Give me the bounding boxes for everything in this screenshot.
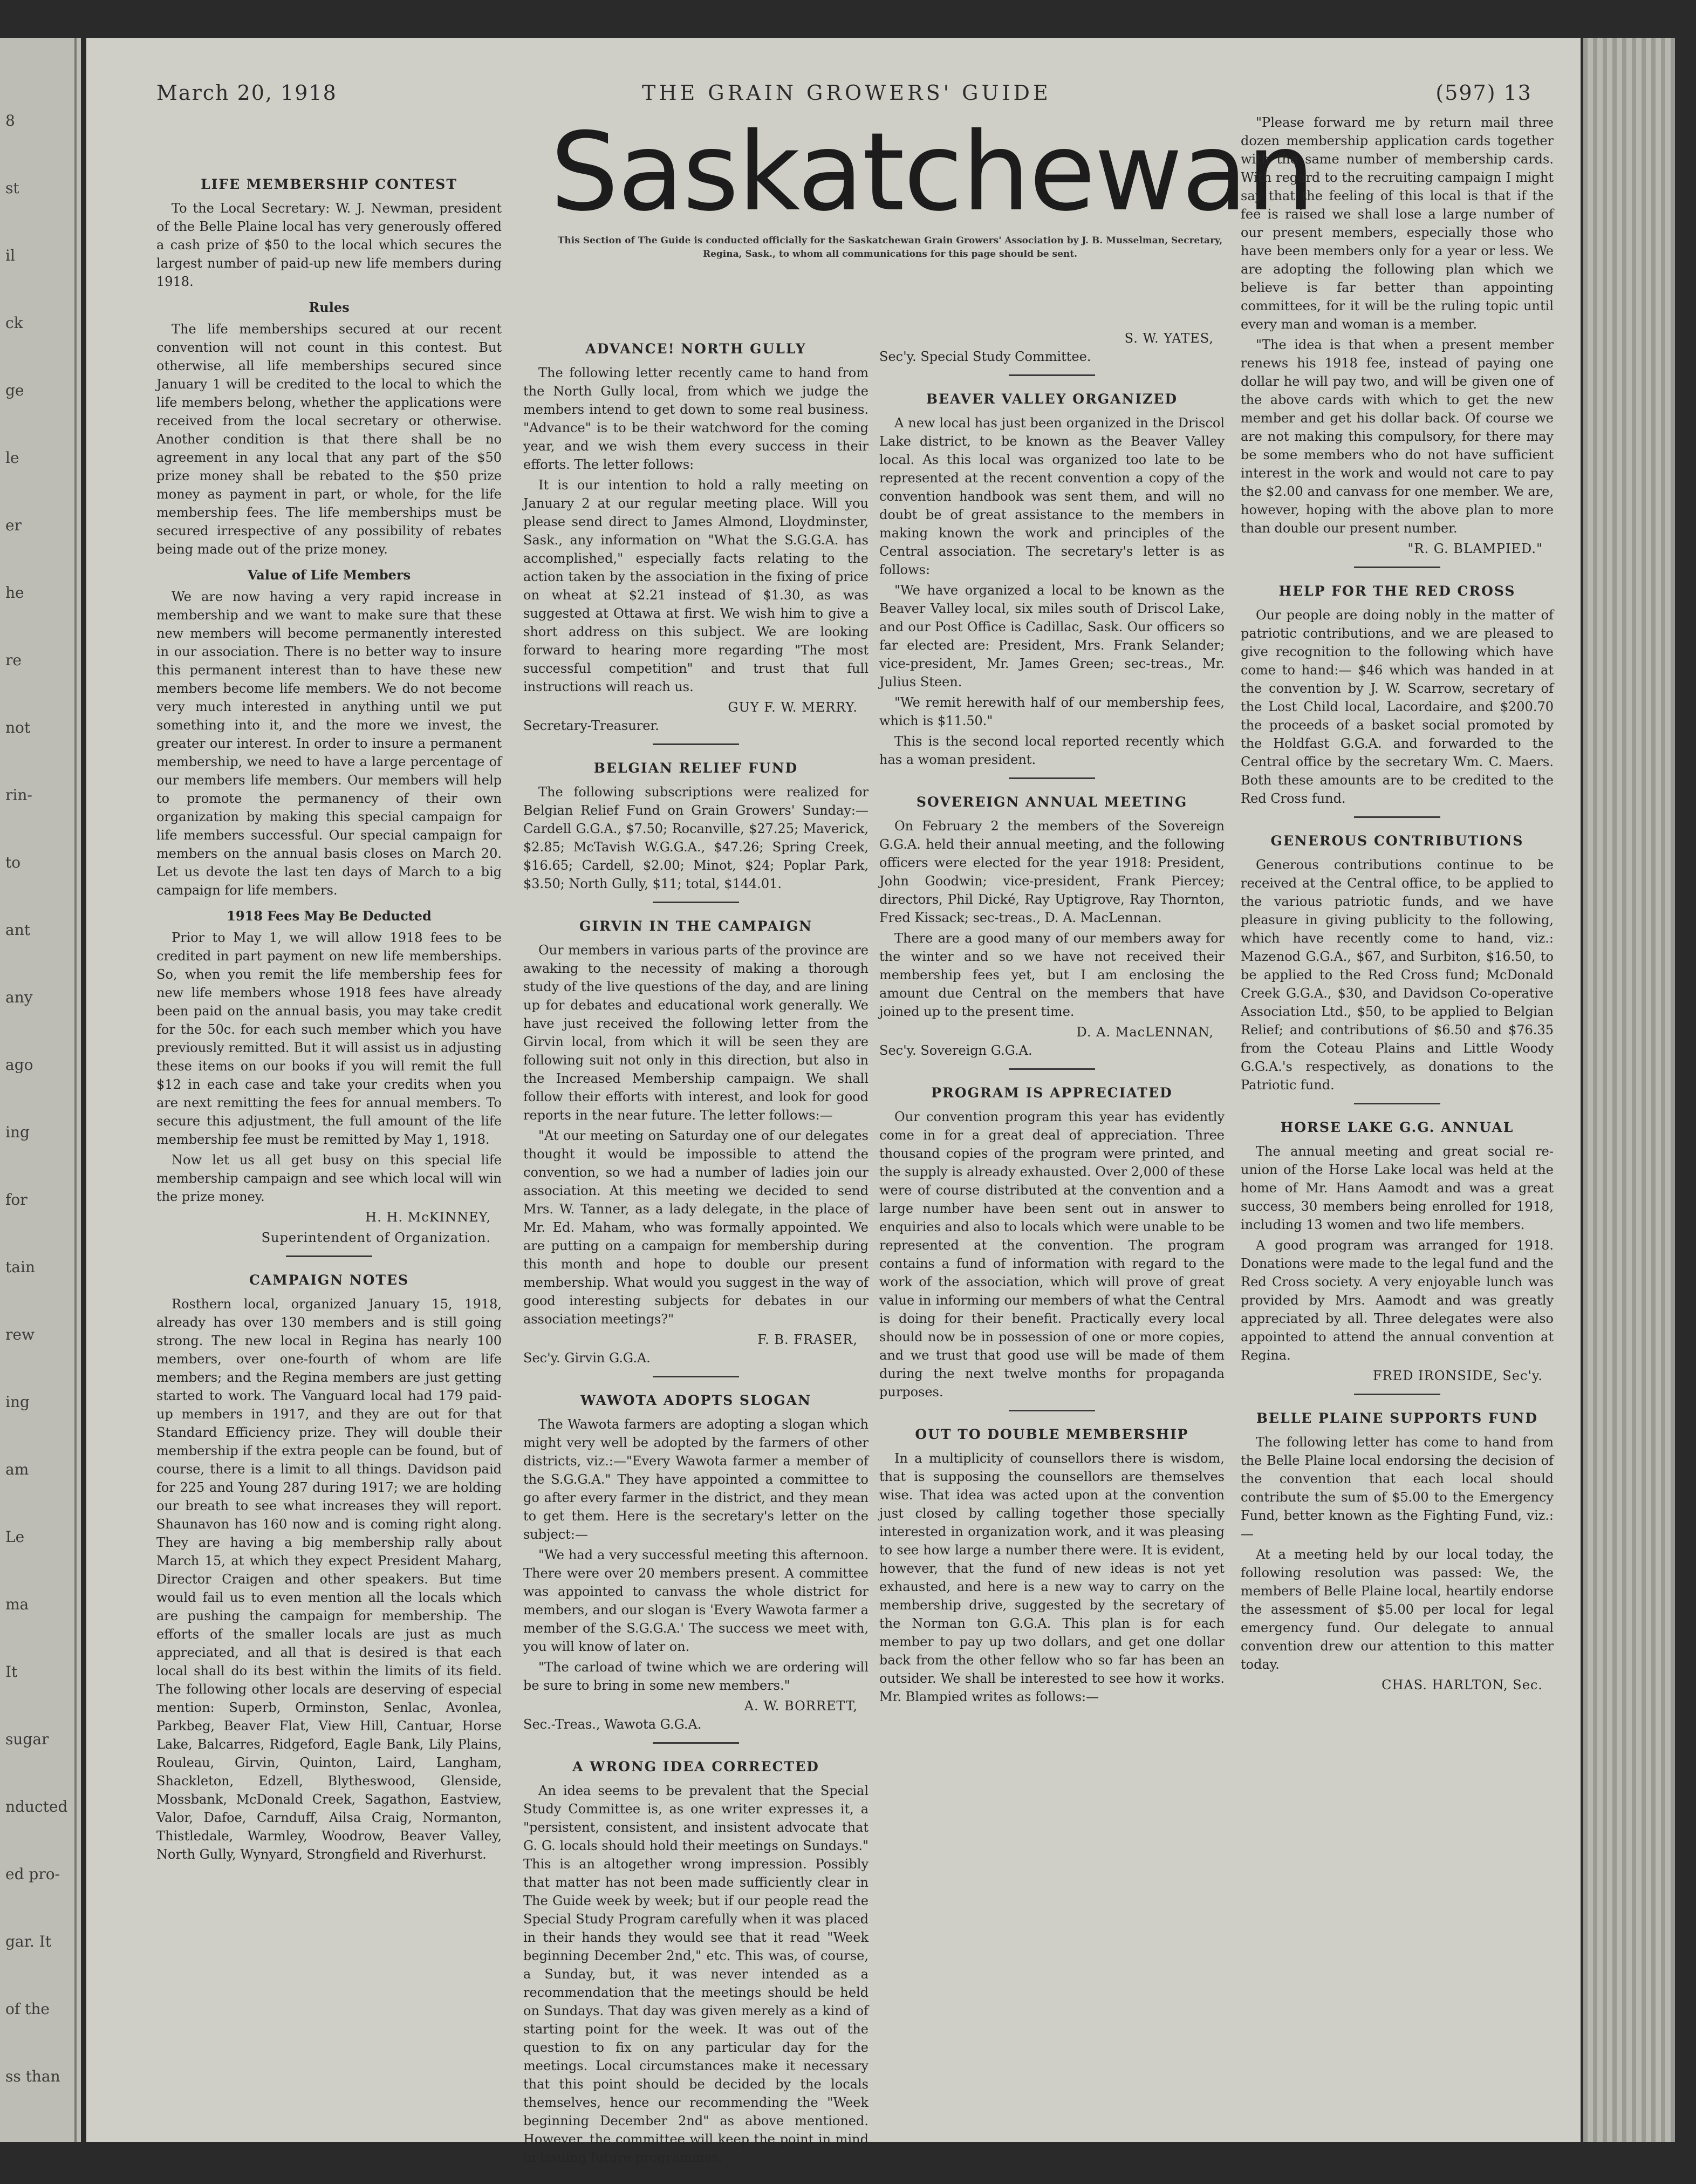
paragraph: Prior to May 1, we will allow 1918 fees to be credited in part payment on new life memberships. So, when you remit the life membership fees for new life members whose 1918 fees have already been paid on the annual basis, you may take credit for the 50c. for each such member which you have previously remitted. But it will assist us in adjusting these items on our books if you will remit the full $12 in each case and take your credits when you are next remitting the fees for annual members. To secure this adjustment, the full amount of the life membership fee must be remitted by May 1, 1918. xyxy=(156,930,502,1147)
paragraph: "We remit herewith half of our membership fees, which is $11.50." xyxy=(879,695,1225,728)
facing-page-text-fragment: Le xyxy=(5,1528,25,1546)
paragraph: "Please forward me by return mail three dozen membership application cards together with the same number of membership cards. With regard to the recruiting campaign I might say that the feeling of this local is that if the fee is raised we shall lose a large number of our present members, especially those who have been members only for a year or less. We are adopting the following plan which we believe is far better than appointing committees, for it will be the ruling topic until every man and woman is a member. xyxy=(1241,115,1554,332)
facing-page-fragment xyxy=(0,38,81,2142)
facing-page-text-fragment: ing xyxy=(5,1123,30,1141)
facing-page-text-fragment: any xyxy=(5,988,33,1006)
paragraph: The following letter has come to hand from the Belle Plaine local endorsing the decision of the convention that each local should contribute the sum of $5.00 to the Emergency Fund, better known as the Fighting Fund, viz.:— xyxy=(1241,1435,1554,1541)
section-note: This Section of The Guide is conducted officially for the Saskatchewan Grain Growers' Association by J. B. Musselman, Secretary, Regina, Sask., to whom all communications for this page should be sent. xyxy=(557,235,1223,260)
paragraph: A good program was arranged for 1918. Donations were made to the legal fund and the Red Cross society. A very enjoyable lunch was provided by Mrs. Aamodt and was greatly appreciated by all. Three delegates were also appointed to attend the annual convention at Regina. xyxy=(1241,1238,1554,1363)
article-heading: A WRONG IDEA CORRECTED xyxy=(572,1759,819,1774)
facing-page-text-fragment: re xyxy=(5,651,22,669)
paragraph: We are now having a very rapid increase in membership and we want to make sure that these new members will become permanently interested in our association. There is no better way to insure this permanent interest than to have these new members become life members. We do not become very much interested in anything until we put something into it, and the more we invest, the greater our interest. In order to insure a permanent membership, we need to have a large percentage of our members life members. Our members will help to promote the permanency of their own organization by making this special campaign for life members successful. Our special campaign for members on the annual basis closes on March 20. Let us devote the last ten days of March to a big campaign for life members. xyxy=(156,589,502,898)
facing-page-text-fragment: of the xyxy=(5,2000,50,2018)
paragraph: Our people are doing nobly in the matter of patriotic contributions, and we are pleased to give recognition to the following which have come to hand:— $46 which was handed in at the convention by J. W. Scarrow, secretary of the Lost Child local, Lacordaire, and $200.70 the proceeds of a basket social promoted by the Holdfast G.G.A. and forwarded to the Central office by the secretary Wm. C. Maers. Both these amounts are to be credited to the Red Cross fund. xyxy=(1241,608,1554,806)
divider xyxy=(653,902,739,903)
signature-title: Superintendent of Organization. xyxy=(261,1230,491,1245)
paragraph: There are a good many of our members away for the winter and so we have not received their membership fees yet, but I am enclosing the amount due Central on the members that have joined up to the present time. xyxy=(879,931,1225,1019)
article-heading: OUT TO DOUBLE MEMBERSHIP xyxy=(915,1427,1189,1442)
paragraph: On February 2 the members of the Sovereign G.G.A. held their annual meeting, and the following officers were elected for the year 1918: President, John Goodwin; vice-president, Frank Piercey; directors, Phil Dické, Ray Uptigrove, Ray Thornton, Fred Kissack; sec-treas., D. A. MacLennan. xyxy=(879,818,1225,925)
article-heading: GIRVIN IN THE CAMPAIGN xyxy=(579,918,813,934)
facing-page-text-fragment: ck xyxy=(5,314,23,332)
article-heading: HORSE LAKE G.G. ANNUAL xyxy=(1280,1120,1514,1135)
paragraph: The Wawota farmers are adopting a slogan which might very well be adopted by the farmers of other districts, viz.:—"Every Wawota farmer a member of the S.G.G.A." They have appointed a committee to go after every farmer in the district, and they mean to get them. Here is the secretary's letter on the subject:— xyxy=(523,1417,868,1542)
facing-page-text-fragment: he xyxy=(5,584,24,602)
divider xyxy=(1009,374,1095,376)
article-heading: BELGIAN RELIEF FUND xyxy=(593,760,798,776)
facing-page-text-fragment: le xyxy=(5,449,19,467)
facing-page-text-fragment: am xyxy=(5,1460,29,1478)
paragraph: At a meeting held by our local today, the following resolution was passed: We, the members of Belle Plaine local, heartily endorse the assessment of $5.00 per local for legal emergency fund. Our delegate to annual convention drew our attention to this matter today. xyxy=(1241,1547,1554,1672)
signature: H. H. McKINNEY, xyxy=(365,1210,491,1225)
facing-page-text-fragment: tain xyxy=(5,1258,35,1276)
facing-page-text-fragment: It xyxy=(5,1663,18,1681)
article-heading: SOVEREIGN ANNUAL MEETING xyxy=(916,794,1188,810)
section-masthead xyxy=(550,110,1314,261)
facing-page-text-fragment: ma xyxy=(5,1595,29,1613)
newspaper-page xyxy=(86,38,1581,2165)
divider xyxy=(1009,777,1095,779)
facing-page-text-fragment: st xyxy=(5,179,19,197)
signature: A. W. BORRETT, xyxy=(744,1698,858,1714)
page-gutter xyxy=(74,38,77,2142)
book-page-edges xyxy=(1583,38,1675,2142)
signature: GUY F. W. MERRY. xyxy=(728,700,858,715)
facing-page-text-fragment: for xyxy=(5,1191,28,1209)
paragraph: Now let us all get busy on this special life membership campaign and see which local will win the prize money. xyxy=(156,1152,502,1204)
paragraph: A new local has just been organized in the Driscol Lake district, to be known as the Beaver Valley local. As this local was organized too late to be represented at the recent convention a copy of the convention handbook was sent them, and will no doubt be of great assistance to the members in making known the work and principles of the Central association. The secretary's letter is as follows: xyxy=(879,415,1225,577)
column-3 xyxy=(879,318,1225,1708)
divider xyxy=(1009,1068,1095,1070)
signature-title: Sec.-Treas., Wawota G.G.A. xyxy=(523,1717,702,1732)
paragraph: "The carload of twine which we are ordering will be sure to bring in some new members." xyxy=(523,1660,868,1693)
signature: D. A. MacLENNAN, xyxy=(1076,1025,1214,1040)
facing-page-text-fragment: not xyxy=(5,719,31,736)
paragraph: The life memberships secured at our recent convention will not count in this contest. But otherwise, all life memberships secured since January 1 will be credited to the local to which the life members belong, whether the applications were received from the local secretary or otherwise. Another condition is that there shall be no agreement in any local that any part of the $50 prize money shall be rebated to the $50 prize money as payment in part, or whole, for the life membership fees. The life memberships must be secured irrespective of any possibility of rebates being made out of the prize money. xyxy=(156,322,502,557)
section-title: Saskatchewan xyxy=(550,110,1314,235)
paragraph: "At our meeting on Saturday one of our delegates thought it would be impossible to attend the convention, so we had a number of ladies join our association. At this meeting we decided to send Mrs. W. Tanner, as a lady delegate, in the place of Mr. Ed. Maham, who was formally appointed. We are putting on a campaign for membership during this month and hope to double our present membership. What would you suggest in the way of good interesting subjects for debates in our association meetings?" xyxy=(523,1128,868,1327)
divider xyxy=(1354,1103,1440,1104)
facing-page-text-fragment: to xyxy=(5,854,21,871)
subheading: 1918 Fees May Be Deducted xyxy=(227,908,432,924)
facing-page-text-fragment: ant xyxy=(5,921,30,939)
article-heading: LIFE MEMBERSHIP CONTEST xyxy=(201,176,457,192)
article-heading: HELP FOR THE RED CROSS xyxy=(1278,583,1516,599)
facing-page-text-fragment: ge xyxy=(5,381,24,399)
facing-page-text-fragment: rin- xyxy=(5,786,32,804)
column-2 xyxy=(523,318,868,2169)
paragraph: In a multiplicity of counsellors there is wisdom, that is supposing the counsellors are themselves wise. That idea was acted upon at the convention just closed by calling together those specially interested in organization work, and it was pleasing to see how large a number there were. It is evident, however, that the fund of new ideas is not yet exhausted, and here is a new way to carry on the membership drive, suggested by the secretary of the Norman ton G.G.A. This plan is for each member to pay up two dollars, and get one dollar back from the other fellow who so far has been an outsider. We shall be interested to see how it works. Mr. Blampied writes as follows:— xyxy=(879,1451,1225,1704)
article-heading: BELLE PLAINE SUPPORTS FUND xyxy=(1256,1410,1538,1426)
article-heading: BEAVER VALLEY ORGANIZED xyxy=(926,391,1178,407)
paragraph: The following letter recently came to hand from the North Gully local, from which we judge the members intend to get down to some real business. "Advance" is to be their watchword for the coming year, and we wish them every success in their efforts. The letter follows: xyxy=(523,365,868,472)
paragraph: Our convention program this year has evidently come in for a great deal of appreciation. Three thousand copies of the program were printed, and the supply is already exhausted. Over 2,000 of these were of course distributed at the convention and a large number have been sent out in answer to enquiries and also to locals which were unable to be represented at the convention. The program contains a fund of information with regard to the work of the association, which will prove of great value in informing our members of what the Central is doing for their benefit. Practically every local should now be in possession of one or more copies, and we trust that good use will be made of them during the next twelve months for propaganda purposes. xyxy=(879,1109,1225,1400)
paragraph: Rosthern local, organized January 15, 1918, already has over 130 members and is still going strong. The new local in Regina has nearly 100 members, over one-fourth of whom are life members; and the Regina members are just getting started to work. The Vanguard local had 179 paid-up members in 1917, and they are out for that Standard Efficiency prize. They will double their membership if the extra people can be found, but of course, there is a limit to all things. Davidson paid for 225 and Young 287 during 1917; we are holding our breath to see what increases they will report. Shaunavon has 160 now and is coming right along. They are having a big membership rally about March 15, at which they expect President Maharg, Director Craigen and other speakers. But time would fail us to even mention all the locals which are pushing the campaign for membership. The efforts of the smaller locals are just as much appreciated, and all that is desired is that each local shall do its best within the limits of its field. The following other locals are deserving of especial mention: Superb, Orminston, Senlac, Avonlea, Parkbeg, Beaver Flat, View Hill, Cantuar, Horse Lake, Balcarres, Ridgeford, Eagle Bank, Lily Plains, Rouleau, Girvin, Quinton, Laird, Langham, Shackleton, Edzell, Blytheswood, Glenside, Mossbank, McDonald Creek, Sagathon, Eastview, Valor, Dafoe, Carnduff, Ailsa Craig, Normanton, Thistledale, Warmley, Woodrow, Beaver Valley, North Gully, Wynyard, Strongfield and Riverhurst. xyxy=(156,1296,502,1862)
facing-page-text-fragment: rew xyxy=(5,1326,35,1343)
paper-title: THE GRAIN GROWERS' GUIDE xyxy=(642,81,1051,105)
paragraph: The following subscriptions were realized for Belgian Relief Fund on Grain Growers' Sunday:— Cardell G.G.A., $7.50; Rocanville, $27.25; Maverick, $2.85; McTavish W.G.G.A., $47.26; Spring Creek, $16.65; Cardell, $2.00; Minot, $24; Poplar Park, $3.50; North Gully, $11; total, $144.01. xyxy=(523,784,868,891)
article-heading: ADVANCE! NORTH GULLY xyxy=(585,341,806,357)
facing-page-text-fragment: nducted xyxy=(5,1798,68,1816)
facing-page-text-fragment: er xyxy=(5,516,22,534)
divider xyxy=(1354,816,1440,818)
divider xyxy=(1009,1410,1095,1411)
paragraph: To the Local Secretary: W. J. Newman, president of the Belle Plaine local has very generously offered a cash prize of $50 to the local which secures the largest number of paid-up new life members during 1918. xyxy=(156,201,502,289)
signature: CHAS. HARLTON, Sec. xyxy=(1382,1677,1543,1692)
facing-page-text-fragment: 8 xyxy=(5,112,15,129)
facing-page-text-fragment: sugar xyxy=(5,1730,49,1748)
divider xyxy=(653,743,739,745)
paragraph: "We have organized a local to be known as the Beaver Valley local, six miles south of Driscol Lake, and our Post Office is Cadillac, Sask. Our officers so far elected are: President, Mrs. Frank Selander; vice-president, Mr. James Green; sec-treas., Mr. Julius Steen. xyxy=(879,583,1225,690)
column-4 xyxy=(1241,92,1554,1694)
divider xyxy=(1354,567,1440,568)
paragraph: Our members in various parts of the province are awaking to the necessity of making a thorough study of the live questions of the day, and are lining up for debates and educational work generally. We have just received the following letter from the Girvin local, from which it will be seen they are following suit not only in this direction, but also in the Increased Membership campaign. We shall follow their efforts with interest, and look for good reports in the near future. The letter follows:— xyxy=(523,943,868,1123)
article-heading: GENEROUS CONTRIBUTIONS xyxy=(1270,833,1524,849)
paragraph: "The idea is that when a present member renews his 1918 fee, instead of paying one dollar he will pay two, and will be given one of the above cards with which to get the new member and get his dollar back. Of course we are not making this compulsory, for there may be some members who do not have sufficient interest in the work and would not care to pay the $2.00 and canvass for one member. We are, however, hoping with the above plan to more than double our present number. xyxy=(1241,337,1554,536)
divider xyxy=(653,1376,739,1377)
facing-page-text-fragment: ing xyxy=(5,1393,30,1411)
subheading: Value of Life Members xyxy=(247,567,411,583)
signature-title: Sec'y. Sovereign G.G.A. xyxy=(879,1043,1032,1058)
paragraph: This is the second local reported recently which has a woman president. xyxy=(879,734,1225,767)
signature: F. B. FRASER, xyxy=(757,1332,858,1347)
signature-title: Secretary-Treasurer. xyxy=(523,718,659,733)
divider xyxy=(1354,1394,1440,1395)
article-heading: CAMPAIGN NOTES xyxy=(249,1272,409,1288)
article-heading: WAWOTA ADOPTS SLOGAN xyxy=(580,1393,811,1408)
issue-date: March 20, 1918 xyxy=(156,81,337,105)
facing-page-text-fragment: il xyxy=(5,247,15,264)
article-heading: PROGRAM IS APPRECIATED xyxy=(931,1085,1173,1101)
page-number: (597) 13 xyxy=(1435,81,1532,105)
paragraph: It is our intention to hold a rally meeting on January 2 at our regular meeting place. Will you please send direct to James Almond, Lloydminster, Sask., any information on "What the S.G.G.A. has accomplished," especially facts relating to the action taken by the association in the fixing of price on wheat at $2.21 instead of $1.30, as was suggested at Ottawa at first. We wish him to give a short address on this subject. We are looking forward to hearing more regarding "The most successful competition" and trust that full instructions will reach us. xyxy=(523,477,868,694)
facing-page-text-fragment: gar. It xyxy=(5,1933,52,1950)
column-1 xyxy=(156,175,502,1866)
signature-title: Sec'y. Special Study Committee. xyxy=(879,349,1091,364)
signature-title: Sec'y. Girvin G.G.A. xyxy=(523,1350,651,1366)
paragraph: Generous contributions continue to be received at the Central office, to be applied to the various patriotic funds, and we have pleasure in giving publicity to the following, which have recently come to hand, viz.: Mazenod G.G.A., $67, and Surbiton, $16.50, to be applied to the Red Cross fund; McDonald Creek G.G.A., $30, and Davidson Co-operative Association Ltd., $50, to be applied to Belgian Relief; and contributions of $6.50 and $76.35 from the Coteau Plains and Little Woody G.G.A.'s respectively, as donations to the Patriotic fund. xyxy=(1241,857,1554,1093)
signature: FRED IRONSIDE, Sec'y. xyxy=(1373,1368,1543,1383)
facing-page-text-fragment: ed pro- xyxy=(5,1865,60,1883)
facing-page-text-fragment: ss than xyxy=(5,2067,60,2085)
facing-page-text-fragment: ago xyxy=(5,1056,33,1074)
paragraph: "We had a very successful meeting this afternoon. There were over 20 members present. A committee was appointed to canvass the whole district for members, and our slogan is 'Every Wawota farmer a member of the S.G.G.A.' The success we meet with, you will know of later on. xyxy=(523,1547,868,1654)
paragraph: The annual meeting and great social re-union of the Horse Lake local was held at the home of Mr. Hans Aamodt and was a great success, 30 members being enrolled for 1918, including 13 women and two life members. xyxy=(1241,1144,1554,1232)
divider xyxy=(653,1742,739,1744)
signature: "R. G. BLAMPIED." xyxy=(1407,541,1543,556)
paragraph: An idea seems to be prevalent that the Special Study Committee is, as one writer expresses it, a "persistent, consistent, and insistent advocate that G. G. locals should hold their meetings on Sundays." This is an altogether wrong impression. Possibly that matter has not been made sufficiently clear in The Guide week by week; but if our people read the Special Study Program carefully when it was placed in their hands they would see that it read "Week beginning December 2nd," etc. This was, of course, a Sunday, but, it was never intended as a recommendation that the meetings should be held on Sundays. That day was given merely as a kind of starting point for the week. It was out of the question to fix on any particular day for the meetings. Local circumstances make it necessary that this point should be decided by the locals themselves, hence our recommending the "Week beginning December 2nd" as above mentioned. However, the committee will keep the point in mind in issuing future programmes. xyxy=(523,1783,868,2165)
divider xyxy=(286,1255,372,1257)
subheading: Rules xyxy=(309,299,350,315)
signature: S. W. YATES, xyxy=(1124,331,1214,346)
